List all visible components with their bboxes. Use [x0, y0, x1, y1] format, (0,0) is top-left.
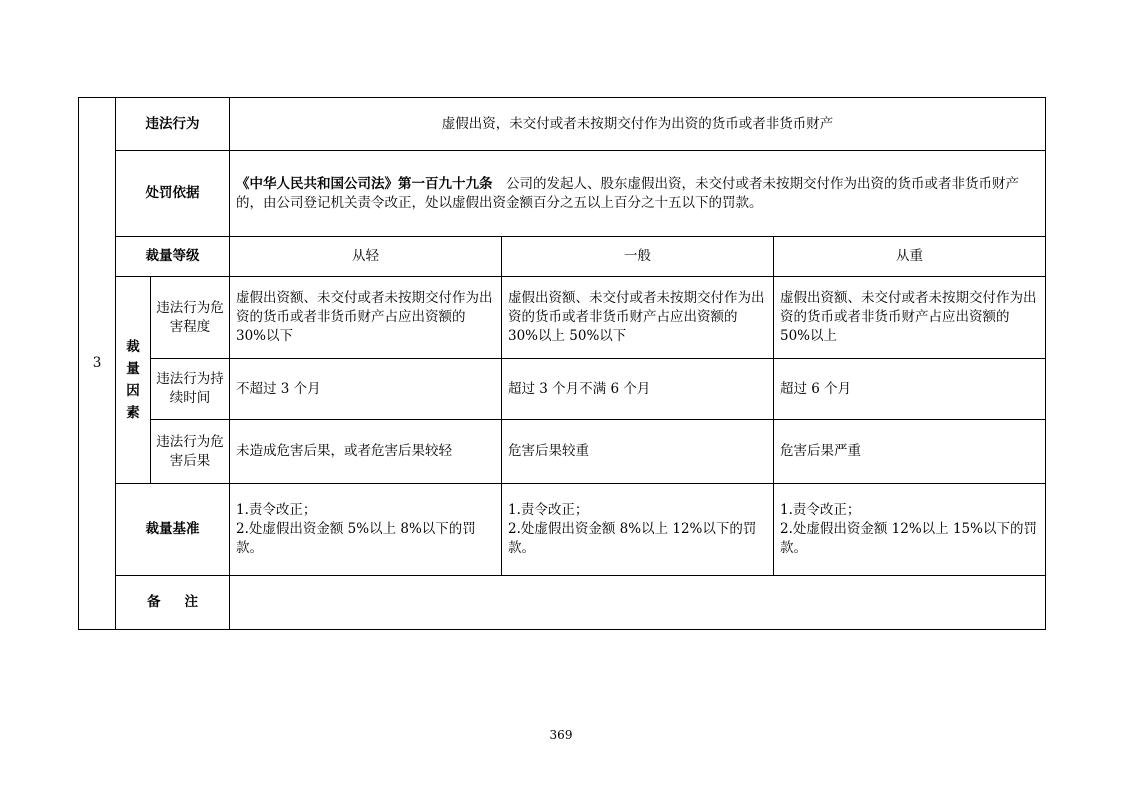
remarks-label-cell: [116, 576, 230, 630]
consequence-heavy: 危害后果严重: [774, 420, 1046, 484]
duration-row: [79, 359, 1046, 420]
level-light: 从轻: [230, 237, 502, 277]
duration-label: 违法行为持续时间: [151, 359, 230, 420]
basis-row: [79, 151, 1046, 237]
standard-heavy: [774, 484, 1046, 576]
remarks-label: 备注: [147, 594, 222, 610]
violation-text: 虚假出资，未交付或者未按期交付作为出资的货币或者非货币财产: [230, 98, 1046, 151]
duration-general: 超过 3 个月不满 6 个月: [502, 359, 774, 420]
standard-heavy-item-1: 1.责令改正；: [780, 502, 861, 518]
basis-label: 处罚依据: [116, 151, 230, 237]
standard-label: 裁量基准: [116, 484, 230, 576]
harm-degree-light: 虚假出资额、未交付或者未按期交付作为出资的货币或者非货币财产占应出资额的 30%以下: [230, 277, 502, 359]
levels-label: 裁量等级: [116, 237, 230, 277]
standard-heavy-item-2: 2.处虚假出资金额 12%以上 15%以下的罚款。: [780, 521, 1037, 556]
factors-label-cell: [116, 277, 151, 484]
consequence-row: [79, 420, 1046, 484]
consequence-light: 未造成危害后果，或者危害后果较轻: [230, 420, 502, 484]
remarks-row: [79, 576, 1046, 630]
basis-cell: [230, 151, 1046, 237]
duration-light: 不超过 3 个月: [230, 359, 502, 420]
harm-degree-heavy: 虚假出资额、未交付或者未按期交付作为出资的货币或者非货币财产占应出资额的 50%以上: [774, 277, 1046, 359]
standard-row: [79, 484, 1046, 576]
level-general: 一般: [502, 237, 774, 277]
standard-general-item-1: 1.责令改正；: [508, 502, 589, 518]
basis-text: 公司的发起人、股东虚假出资，未交付或者未按期交付作为出资的货币或者非货币财产的，由公司登记机关责令改正，处以虚假出资金额百分之五以上百分之十五以下的罚款。: [236, 175, 1019, 211]
standard-general: [502, 484, 774, 576]
level-heavy: 从重: [774, 237, 1046, 277]
consequence-label: 违法行为危害后果: [151, 420, 230, 484]
standard-light: [230, 484, 502, 576]
violation-label: 违法行为: [116, 98, 230, 151]
standard-light-item-1: 1.责令改正；: [236, 502, 317, 518]
violation-row: [79, 98, 1046, 151]
law-title: 《中华人民共和国公司法》第一百九十九条: [236, 175, 493, 192]
row-number: 3: [79, 98, 116, 630]
page-number: 369: [549, 728, 573, 742]
remarks-text: [230, 576, 1046, 630]
consequence-general: 危害后果较重: [502, 420, 774, 484]
harm-degree-label: 违法行为危害程度: [151, 277, 230, 359]
duration-heavy: 超过 6 个月: [774, 359, 1046, 420]
harm-degree-row: [79, 277, 1046, 359]
harm-degree-general: 虚假出资额、未交付或者未按期交付作为出资的货币或者非货币财产占应出资额的 30%以上 50%以下: [502, 277, 774, 359]
levels-row: [79, 237, 1046, 277]
factors-label: 裁量因素: [126, 339, 140, 421]
standard-general-item-2: 2.处虚假出资金额 8%以上 12%以下的罚款。: [508, 521, 757, 556]
penalty-discretion-table: [78, 97, 1046, 630]
standard-light-item-2: 2.处虚假出资金额 5%以上 8%以下的罚款。: [236, 521, 476, 556]
